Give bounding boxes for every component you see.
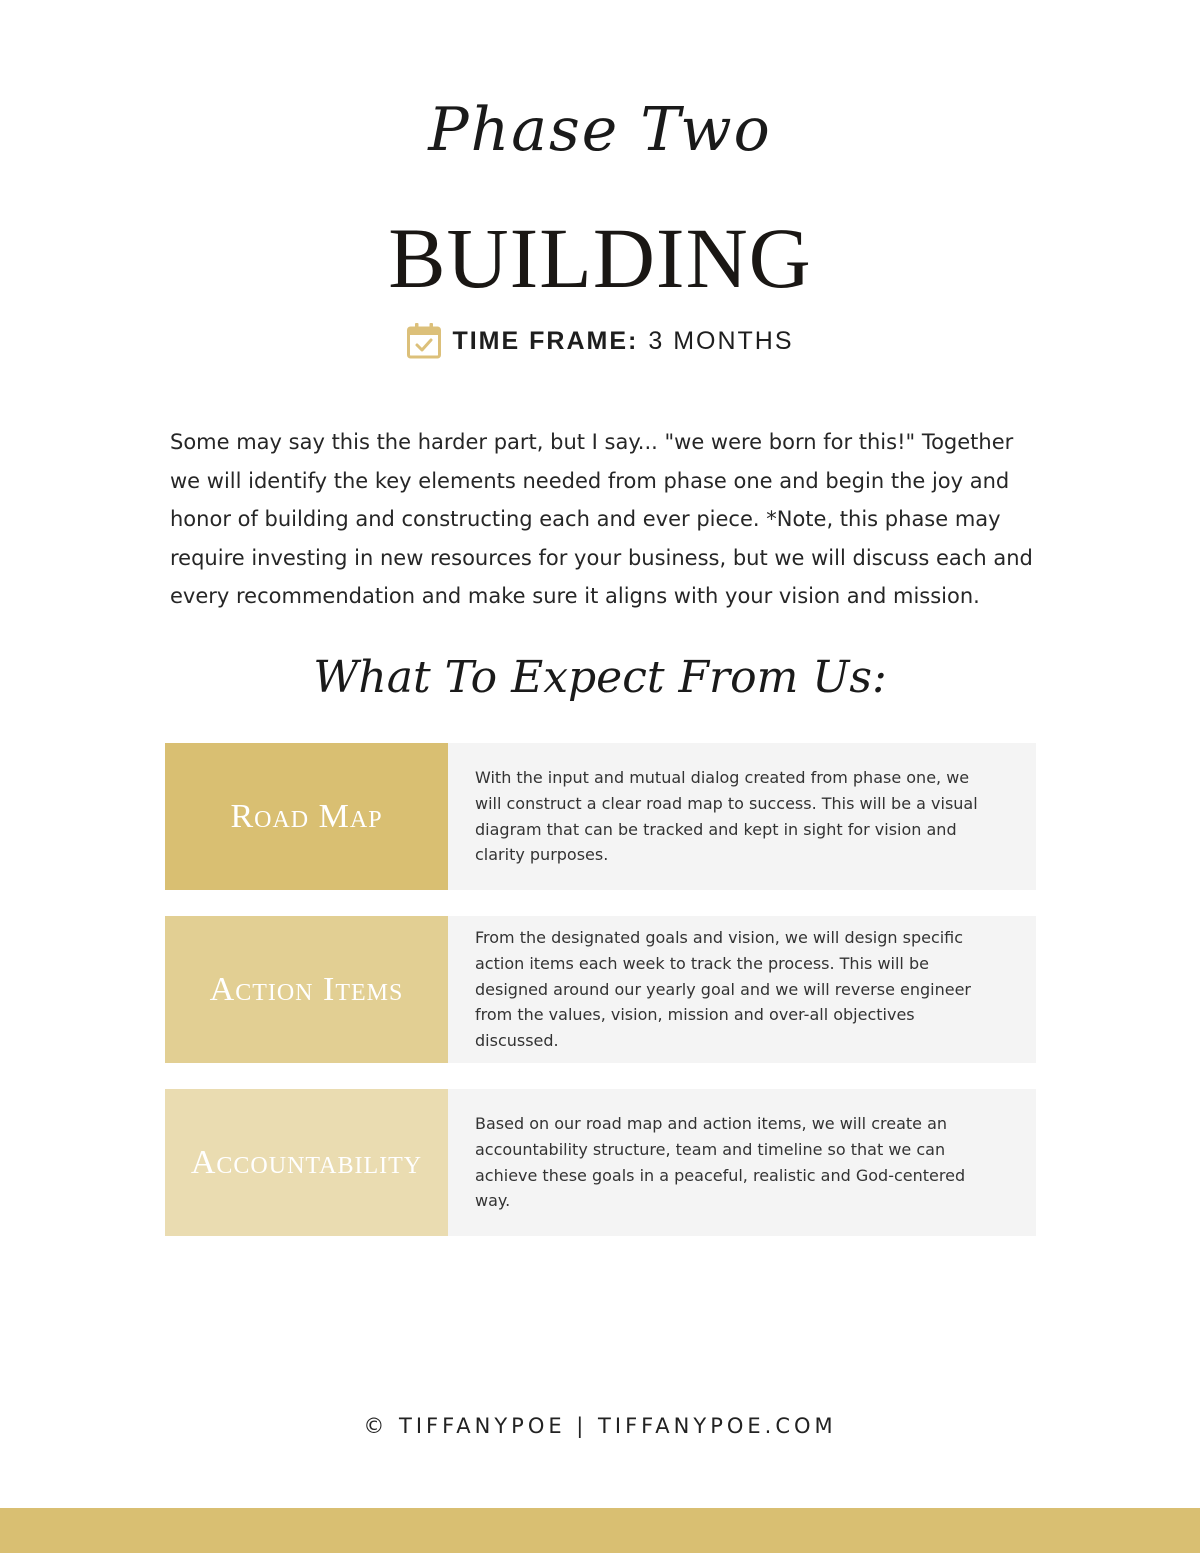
timeframe-value: 3 MONTHS <box>648 326 794 355</box>
action-items-label: Action Items <box>165 916 448 1063</box>
road-map-label: Road Map <box>165 743 448 890</box>
road-map-text: With the input and mutual dialog created from phase one, we will construct a clear road map to success. This will be a visual diagram that can be tracked and kept in sight for vision and clarity purposes. <box>475 767 978 865</box>
intro-paragraph: Some may say this the harder part, but I say... "we were born for this!" Together we will identify the key elements needed from phase one and begin the joy and honor of building and constructing each and ever piece. *Note, this phase may require investing in new resources for your business, but we will discuss each and every recommendation and make sure it aligns with your vision and mission. <box>170 430 1033 608</box>
expectation-row-road-map <box>165 743 1036 890</box>
section-title: What To Expect From Us: <box>313 652 887 703</box>
timeframe-label: TIME FRAME: <box>452 326 639 355</box>
action-items-text: From the designated goals and vision, we will design specific action items each week to track the process. This will be designed around our yearly goal and we will reverse engineer from the values, vision, mission and over-all objectives discussed. <box>475 928 972 1051</box>
expectation-row-accountability <box>165 1089 1036 1236</box>
timeframe <box>0 322 1200 360</box>
accountability-text: Based on our road map and action items, we will create an accountability structure, team and timeline so that we can achieve these goals in a peaceful, realistic and God-centered way. <box>475 1113 966 1211</box>
action-items-description <box>448 916 1036 1063</box>
expectation-row-action-items <box>165 916 1036 1063</box>
page-title: BUILDING <box>388 210 812 306</box>
expectations-list <box>165 743 1036 1262</box>
accountability-description <box>448 1089 1036 1236</box>
bottom-accent-bar <box>0 1508 1200 1553</box>
road-map-description <box>448 743 1036 890</box>
accountability-label: Accountability <box>165 1089 448 1236</box>
phase-script-title: Phase Two <box>428 95 772 165</box>
calendar-check-icon <box>406 322 442 360</box>
footer-copyright: © TIFFANYPOE | TIFFANYPOE.COM <box>363 1414 837 1438</box>
